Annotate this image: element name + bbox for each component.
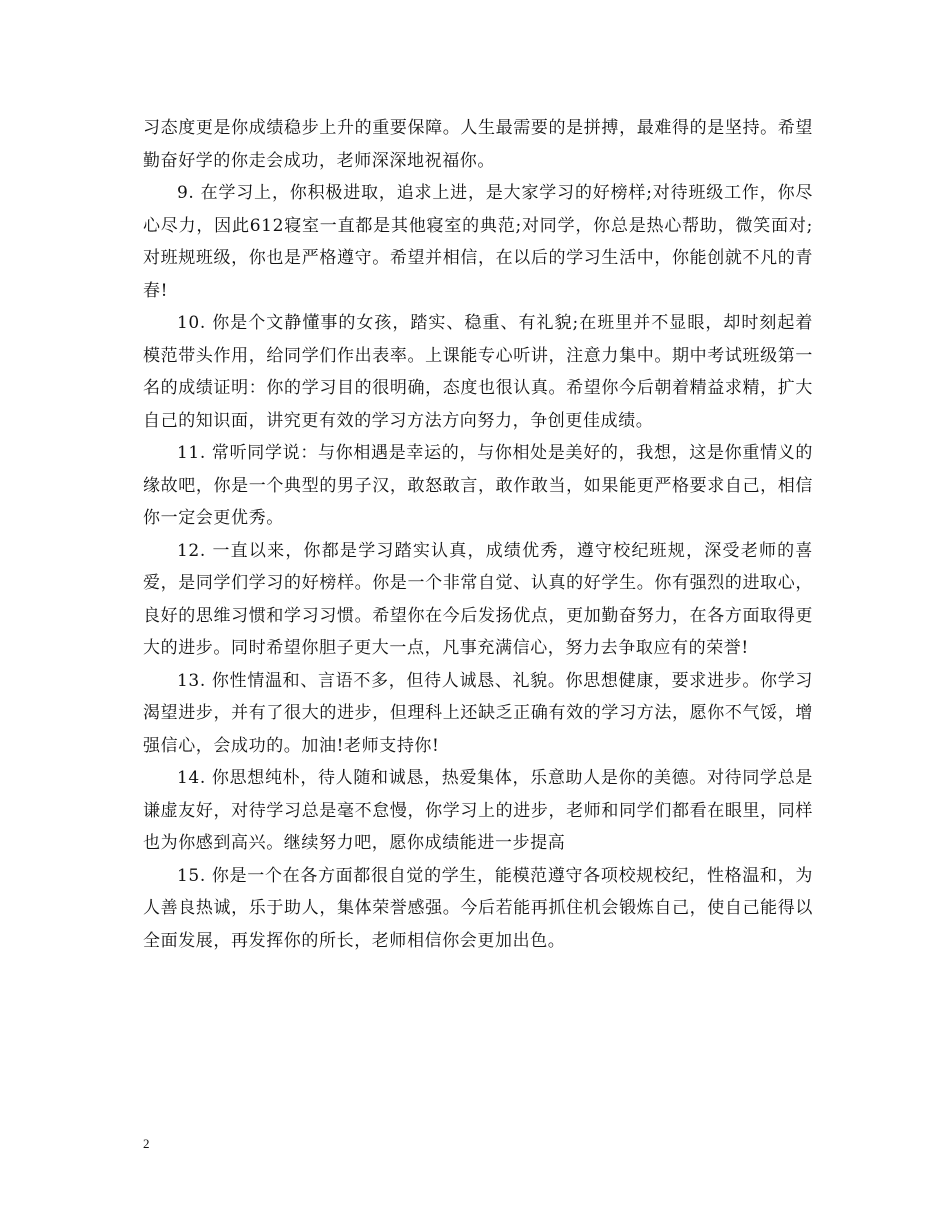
document-body — [143, 112, 813, 957]
paragraph-comment-12: 12. 一直以来，你都是学习踏实认真，成绩优秀，遵守校纪班规，深受老师的喜爱，是同学们学习的好榜样。你是一个非常自觉、认真的好学生。你有强烈的进取心，良好的思维习惯和学习习惯。希望你在今后发扬优点，更加勤奋努力，在各方面取得更大的进步。同时希望你胆子更大一点，凡事充满信心，努力去争取应有的荣誉! — [143, 540, 813, 658]
paragraph-comment-14: 14. 你思想纯朴，待人随和诚恳，热爱集体，乐意助人是你的美德。对待同学总是谦虚友好，对待学习总是毫不怠慢，你学习上的进步，老师和同学们都看在眼里，同样也为你感到高兴。继续努力吧，愿你成绩能进一步提高 — [143, 768, 813, 853]
paragraph-comment-15: 15. 你是一个在各方面都很自觉的学生，能模范遵守各项校规校纪，性格温和，为人善良热诚，乐于助人，集体荣誉感强。今后若能再抓住机会锻炼自己，使自己能得以全面发展，再发挥你的所长，老师相信你会更加出色。 — [143, 865, 813, 951]
paragraph-continuation: 习态度更是你成绩稳步上升的重要保障。人生最需要的是拼搏，最难得的是坚持。希望勤奋好学的你走会成功，老师深深地祝福你。 — [143, 118, 813, 171]
paragraph-comment-13: 13. 你性情温和、言语不多，但待人诚恳、礼貌。你思想健康，要求进步。你学习渴望进步，并有了很大的进步，但理科上还缺乏正确有效的学习方法，愿你不气馁，增强信心，会成功的。加油!老师支持你! — [143, 670, 813, 756]
paragraph-comment-10: 10. 你是个文静懂事的女孩，踏实、稳重、有礼貌;在班里并不显眼，却时刻起着模范带头作用，给同学们作出表率。上课能专心听讲，注意力集中。期中考试班级第一名的成绩证明：你的学习目的很明确，态度也很认真。希望你今后朝着精益求精，扩大自己的知识面，讲究更有效的学习方法方向努力，争创更佳成绩。 — [143, 313, 813, 431]
page-number: 2 — [143, 1136, 150, 1151]
paragraph-comment-9: 9. 在学习上，你积极进取，追求上进，是大家学习的好榜样;对待班级工作，你尽心尽力，因此612寝室一直都是其他寝室的典范;对同学，你总是热心帮助，微笑面对;对班规班级，你也是严格遵守。希望并相信，在以后的学习生活中，你能创就不凡的青春! — [143, 183, 813, 301]
paragraph-comment-11: 11. 常听同学说：与你相遇是幸运的，与你相处是美好的，我想，这是你重情义的缘故吧，你是一个典型的男子汉，敢怒敢言，敢作敢当，如果能更严格要求自己，相信你一定会更优秀。 — [143, 443, 813, 528]
